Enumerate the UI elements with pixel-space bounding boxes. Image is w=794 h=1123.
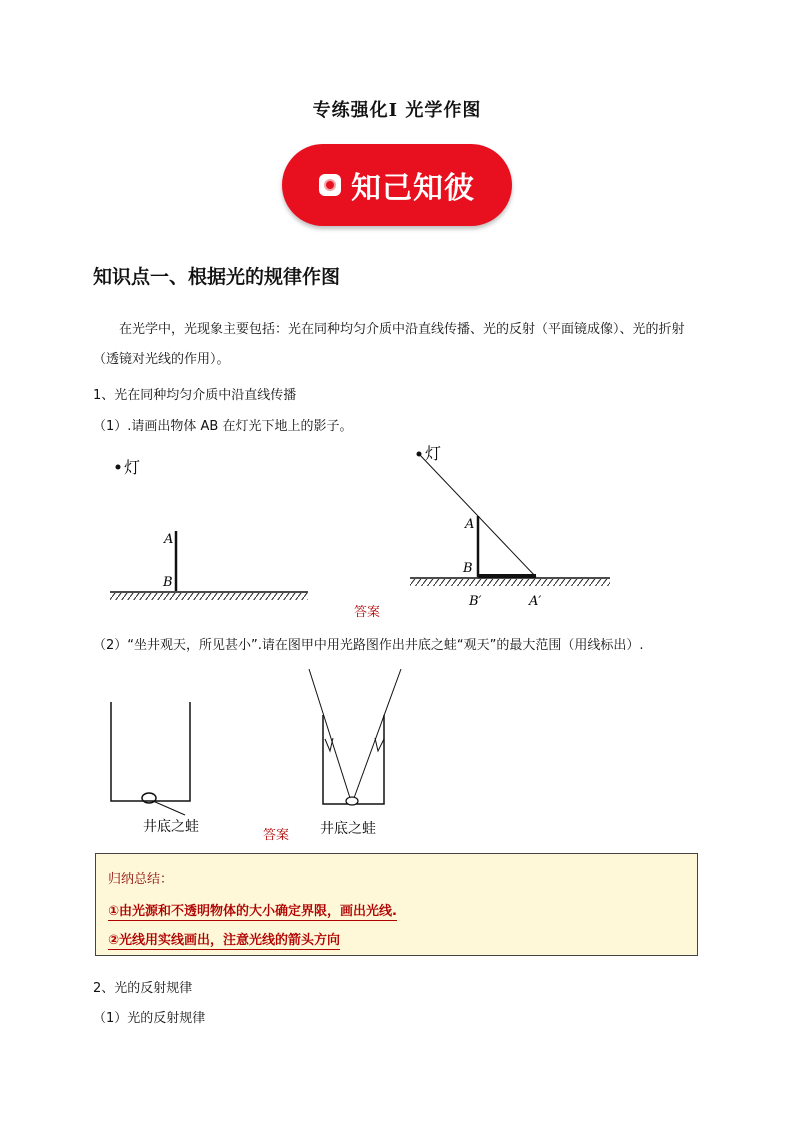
lamp-label: 灯 [425, 444, 442, 463]
banner-label: 知己知彼 [351, 171, 475, 206]
label-a-prime: A′ [529, 594, 542, 609]
book-icon [319, 174, 341, 196]
lamp-label: 灯 [124, 458, 141, 477]
frog-label: 井底之蛙 [143, 819, 199, 835]
label-a: A [465, 517, 475, 532]
intro-paragraph: 在光学中，光现象主要包括：光在同种均匀介质中沿直线传播、光的反射（平面镜成像）、光的折射（透镜对光线的作用）。 [93, 322, 685, 367]
figure-2-answer [300, 665, 410, 845]
frog-label: 井底之蛙 [320, 821, 376, 837]
answer-label-1: 答案 [354, 605, 381, 620]
section-heading: 知识点一、根据光的规律作图 [93, 266, 341, 288]
item-2: 2、光的反射规律 [93, 981, 193, 996]
page-title: 专练强化Ⅰ 光学作图 [312, 100, 482, 121]
frog [346, 797, 358, 805]
figure-1-question [100, 445, 320, 605]
summary-point-1: ①由光源和不透明物体的大小确定界限，画出光线. [108, 900, 397, 921]
label-b-prime: B′ [469, 594, 482, 609]
label-b: B [163, 575, 173, 590]
summary-point-2: ②光线用实线画出，注意光线的箭头方向 [108, 929, 340, 950]
summary-box [95, 853, 698, 956]
figure-2-question [105, 700, 235, 840]
frog-pointer [153, 801, 185, 815]
arrow-right [375, 738, 384, 751]
item-2-sub: （1）光的反射规律 [93, 1011, 206, 1026]
lamp-dot [116, 465, 121, 470]
ground-hatch [410, 579, 610, 586]
question-1: （1）.请画出物体 AB 在灯光下地上的影子。 [93, 419, 353, 434]
ray-right [354, 669, 401, 798]
item-1: 1、光在同种均匀介质中沿直线传播 [93, 388, 297, 403]
question-2: （2）“坐井观天，所见甚小”.请在图甲中用光路图作出井底之蛙“观天”的最大范围（用线标出）. [93, 638, 644, 653]
figure-1-answer [405, 440, 615, 610]
well-outline [323, 715, 384, 804]
label-a: A [164, 532, 174, 547]
banner [282, 144, 512, 226]
answer-label-2: 答案 [263, 828, 290, 843]
ray-left [309, 669, 350, 798]
label-b: B [463, 561, 473, 576]
ground-hatch [110, 593, 308, 600]
summary-title: 归纳总结： [108, 872, 174, 887]
well-outline [111, 702, 190, 801]
